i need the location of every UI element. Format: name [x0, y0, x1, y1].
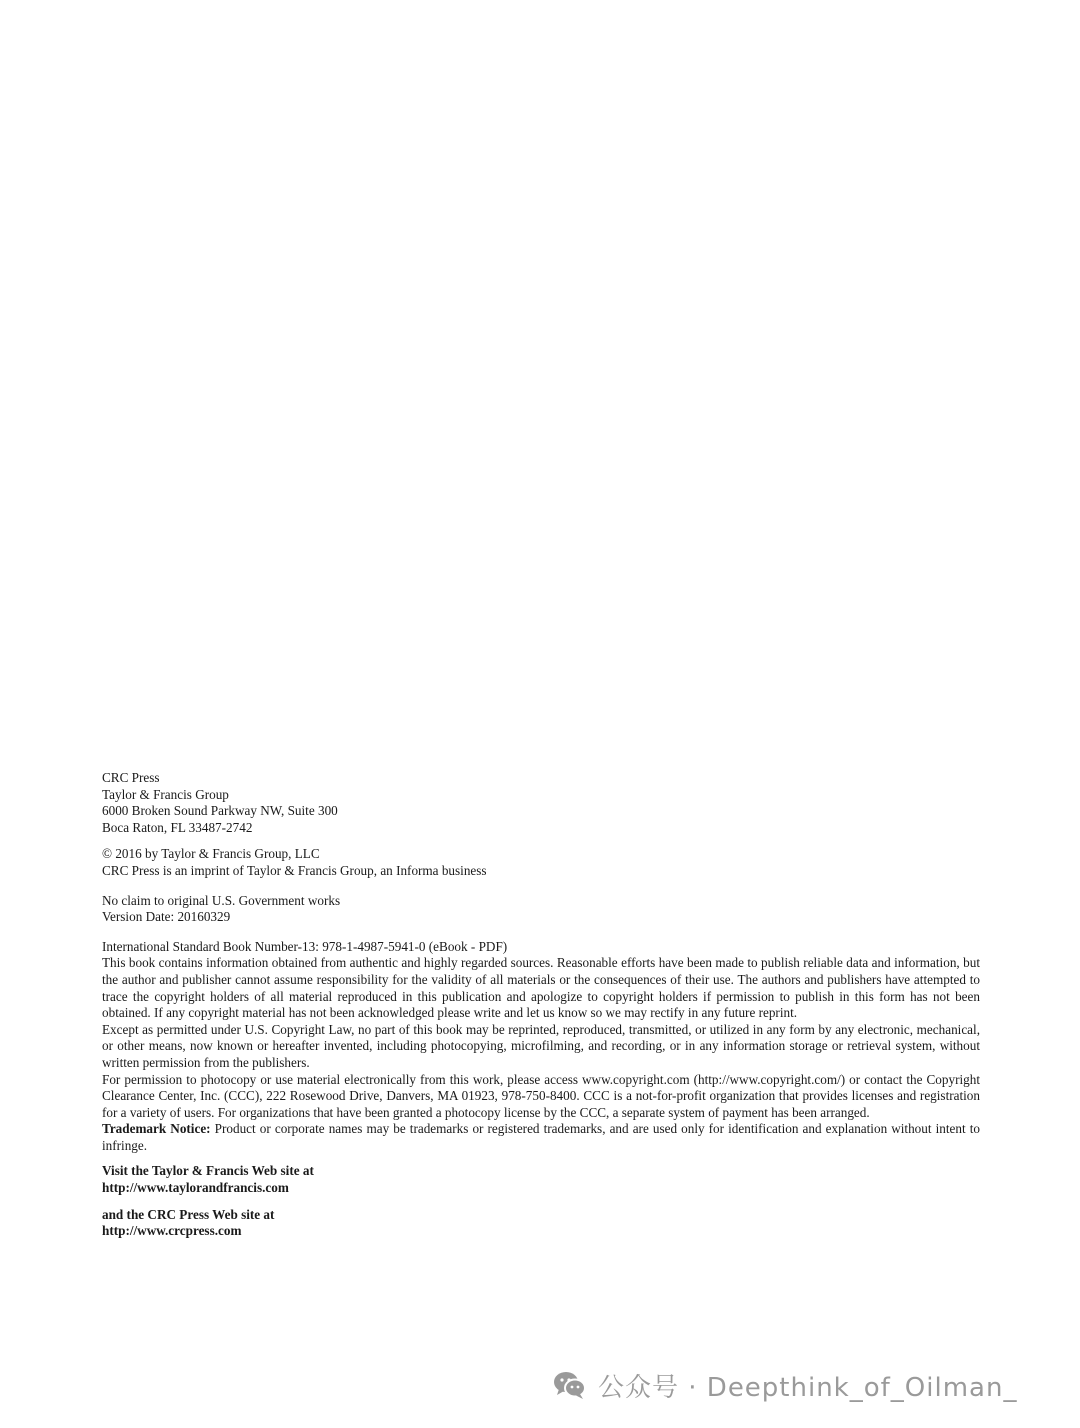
trademark-text: Product or corporate names may be trademarks or registered trademarks, and are used only for identification and explanation without intent to infringe.	[102, 1121, 980, 1153]
crc-url-link[interactable]: http://www.crcpress.com	[102, 1223, 242, 1239]
claim-line: No claim to original U.S. Government works	[102, 892, 341, 908]
watermark-text: 公众号 · Deepthink_of_Oilman_	[598, 1372, 1018, 1403]
address-line: CRC Press	[102, 770, 160, 785]
wechat-watermark	[552, 1364, 1062, 1406]
permitted-paragraph: Except as permitted under U.S. Copyright Law, no part of this book may be reprinted, reproduced, transmitted, or utilized in any form by any electronic, mechanical, or other means, now known or hereafter invented, including photocopying, microfilming, and recording, or in any information storage or retrieval system, without written permission from the publishers.	[102, 1021, 980, 1070]
publisher-address	[102, 770, 980, 836]
trademark-paragraph	[102, 1121, 980, 1154]
wechat-icon	[552, 1367, 588, 1403]
version-date: Version Date: 20160329	[102, 909, 231, 925]
visit-tf-label: Visit the Taylor & Francis Web site at	[102, 1163, 314, 1179]
copyright-line: © 2016 by Taylor & Francis Group, LLC	[102, 846, 320, 862]
copyright-notice	[102, 846, 980, 879]
government-claim	[102, 893, 980, 926]
visit-crc-label: and the CRC Press Web site at	[102, 1206, 275, 1222]
sources-paragraph: This book contains information obtained from authentic and highly regarded sources. Reasonable efforts have been made to publish reliable data and information, but the author and publisher cannot assume responsibility for the validity of all materials or the consequences of their use. The authors and publishers have attempted to trace the copyright holders of all material reproduced in this publication and apologize to copyright holders if permission to publish in this form has not been obtained. If any copyright material has not been acknowledged please write and let us know so we may rectify in any future reprint.	[102, 955, 980, 1021]
imprint-line: CRC Press is an imprint of Taylor & Francis Group, an Informa business	[102, 862, 487, 878]
visit-taylor-francis	[102, 1163, 980, 1196]
address-line: Taylor & Francis Group	[102, 786, 229, 802]
isbn	[102, 939, 980, 956]
permission-paragraph: For permission to photocopy or use material electronically from this work, please access www.copyright.com (http://www.copyright.com/) or contact the Copyright Clearance Center, Inc. (CCC), 222 Rosewood Drive, Danvers, MA 01923, 978-750-8400. CCC is a not-for-profit organization that provides licenses and registration for a variety of users. For organizations that have been granted a photocopy license by the CCC, a separate system of payment has been arranged.	[102, 1071, 980, 1120]
copyright-block	[102, 770, 980, 1240]
isbn-line: International Standard Book Number-13: 978-1-4987-5941-0 (eBook - PDF)	[102, 938, 508, 954]
address-line: Boca Raton, FL 33487-2742	[102, 819, 253, 835]
trademark-label: Trademark Notice:	[102, 1121, 211, 1137]
tf-url-link[interactable]: http://www.taylorandfrancis.com	[102, 1180, 289, 1196]
address-line: 6000 Broken Sound Parkway NW, Suite 300	[102, 803, 338, 819]
visit-crc-press	[102, 1207, 980, 1240]
